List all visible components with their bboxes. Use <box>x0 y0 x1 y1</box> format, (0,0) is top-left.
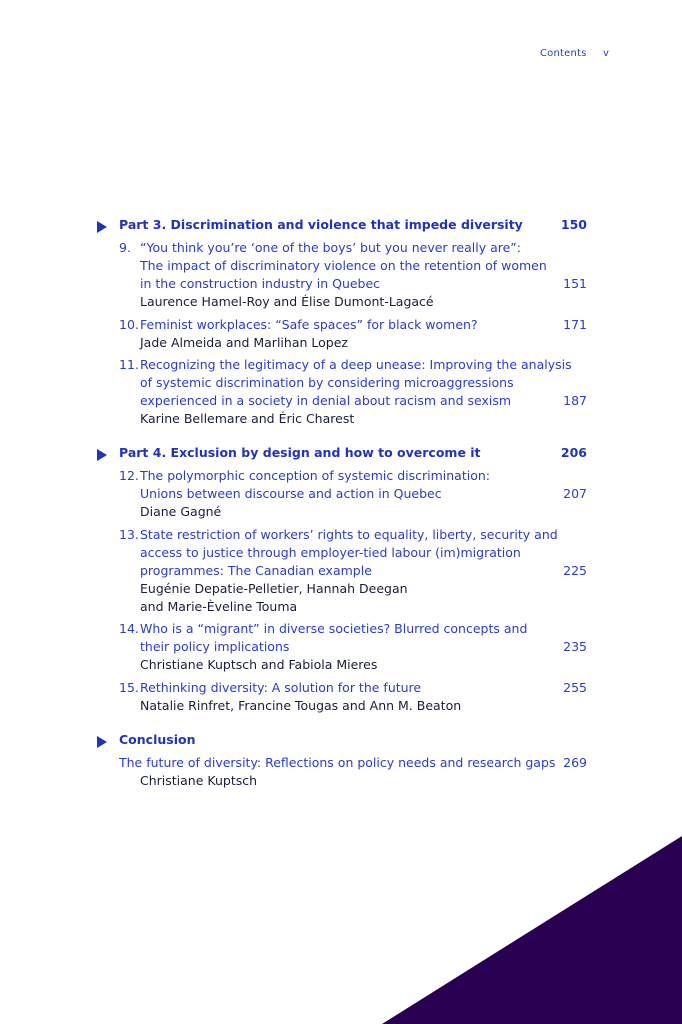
chapter-page-number: 171 <box>563 317 587 332</box>
toc-entry-chapter-13[interactable] <box>119 526 587 616</box>
chapter-authors: Natalie Rinfret, Francine Tougas and Ann M. Beaton <box>140 698 462 713</box>
chapter-number: 9. <box>119 240 131 255</box>
part-title: Part 4. Exclusion by design and how to overcome it <box>119 445 481 460</box>
chapter-page-number: 269 <box>563 755 587 770</box>
chapter-title-line: Who is a “migrant” in diverse societies? Blurred concepts and <box>140 621 528 636</box>
chapter-page-number: 187 <box>563 393 587 408</box>
chapter-authors: Jade Almeida and Marlihan Lopez <box>140 335 348 350</box>
part-title: Conclusion <box>119 732 196 747</box>
part-page-number: 150 <box>560 217 587 232</box>
chapter-authors: Christiane Kuptsch <box>140 773 258 788</box>
part-heading-conclusion[interactable] <box>97 732 587 750</box>
part-page-number: 206 <box>560 445 587 460</box>
decorative-corner-triangle <box>382 836 682 1024</box>
chapter-title-line: Recognizing the legitimacy of a deep unease: Improving the analysis <box>140 357 572 372</box>
chapter-page-number: 225 <box>563 563 587 578</box>
toc-entry-chapter-12[interactable] <box>119 467 587 521</box>
chapter-number: 15. <box>119 680 139 695</box>
chapter-title-line: Rethinking diversity: A solution for the future <box>140 680 422 695</box>
chapter-page-number: 235 <box>563 639 587 654</box>
chapter-title-line: Feminist workplaces: “Safe spaces” for black women? <box>140 317 478 332</box>
chapter-number: 11. <box>119 357 139 372</box>
chapter-authors: and Marie-Èveline Touma <box>140 599 298 614</box>
chapter-page-number: 207 <box>563 486 587 501</box>
running-head-title: Contents <box>540 48 587 59</box>
toc-entry-chapter-14[interactable] <box>119 620 587 674</box>
running-head-page-number: v <box>603 48 610 59</box>
toc-entry-chapter-10[interactable] <box>119 316 587 352</box>
chapter-authors: Christiane Kuptsch and Fabiola Mieres <box>140 657 378 672</box>
chapter-title-line: programmes: The Canadian example <box>140 563 372 578</box>
part-heading-3[interactable] <box>97 217 587 235</box>
chapter-title-line: The impact of discriminatory violence on the retention of women <box>140 258 547 273</box>
chapter-number: 13. <box>119 527 139 542</box>
part-heading-4[interactable] <box>97 445 587 463</box>
triangle-bullet-icon <box>97 736 107 748</box>
chapter-title-line: State restriction of workers’ rights to equality, liberty, security and <box>140 527 558 542</box>
chapter-title-line: their policy implications <box>140 639 290 654</box>
chapter-title-line: “You think you’re ‘one of the boys’ but you never really are”: <box>140 240 521 255</box>
chapter-title-line: The future of diversity: Reflections on policy needs and research gaps <box>119 755 556 770</box>
chapter-number: 10. <box>119 317 139 332</box>
triangle-bullet-icon <box>97 449 107 461</box>
chapter-title-line: The polymorphic conception of systemic discrimination: <box>140 468 490 483</box>
chapter-title-line: in the construction industry in Quebec <box>140 276 381 291</box>
chapter-title-line: access to justice through employer-tied labour (im)migration <box>140 545 521 560</box>
chapter-number: 14. <box>119 621 139 636</box>
chapter-authors: Eugénie Depatie-Pelletier, Hannah Deegan <box>140 581 408 596</box>
chapter-number: 12. <box>119 468 139 483</box>
chapter-authors: Diane Gagné <box>140 504 222 519</box>
toc-entry-chapter-15[interactable] <box>119 679 587 715</box>
triangle-bullet-icon <box>97 221 107 233</box>
chapter-title-line: of systemic discrimination by considering microaggressions <box>140 375 514 390</box>
chapter-title-line: Unions between discourse and action in Quebec <box>140 486 442 501</box>
toc-entry-chapter-9[interactable] <box>119 239 587 311</box>
chapter-authors: Karine Bellemare and Éric Charest <box>140 411 355 426</box>
chapter-page-number: 151 <box>563 276 587 291</box>
chapter-authors: Laurence Hamel-Roy and Élise Dumont-Lagacé <box>140 294 434 309</box>
chapter-title-line: experienced in a society in denial about racism and sexism <box>140 393 512 408</box>
toc-entry-chapter-11[interactable] <box>119 356 587 428</box>
chapter-page-number: 255 <box>563 680 587 695</box>
part-title: Part 3. Discrimination and violence that impede diversity <box>119 217 523 232</box>
toc-entry-conclusion[interactable] <box>119 754 587 790</box>
